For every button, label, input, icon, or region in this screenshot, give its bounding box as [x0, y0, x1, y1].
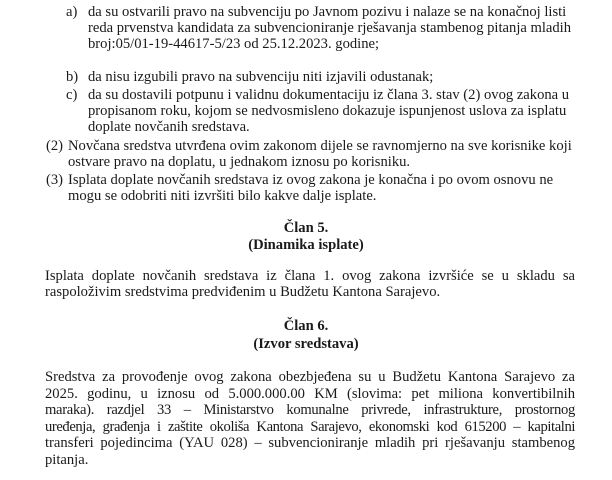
text-line: raspoloživim sredstvima predviđenim u Budžetu Kantona Sarajevo. [45, 284, 441, 300]
text-line: Sredstva za provođenje ovog zakona obezbjeđena su u Budžetu Kantona Sarajevo za [45, 369, 575, 385]
text-line: mogu se odobriti niti izvršiti bilo kakve dalje isplate. [68, 188, 377, 204]
article-6-paragraph [45, 369, 575, 468]
text-line: doplate novčanih sredstava. [88, 119, 250, 135]
text-line: 2025. godinu, u iznosu od 5.000.000.00 KM (slovima: pet miliona konvertibilnih [45, 385, 575, 402]
list-item-text [88, 87, 578, 135]
text-line: uređenja, građenja i zaštite okoliša Kantona Sarajevo, ekonomski kod 615200 – kapitalni [45, 418, 575, 435]
text-line: pitanja. [45, 451, 89, 468]
list-marker: (3) [46, 172, 64, 188]
text-line: reda prvenstva kandidata za subvencioniranje rješavanja stambenog pitanja mladih [88, 20, 572, 36]
list-marker: a) [66, 4, 78, 20]
text-line: da nisu izgubili pravo na subvenciju niti izjavili odustanak; [88, 69, 434, 85]
numbered-item-text [68, 172, 578, 204]
text-line: Novčana sredstva utvrđena ovim zakonom dijele se ravnomjerno na sve korisnike koji [68, 138, 572, 154]
text-line: da su dostavili potpunu i validnu dokumentaciju iz člana 3. stav (2) ovog zakona u [88, 87, 570, 103]
list-marker: c) [66, 87, 78, 103]
list-item-text [88, 4, 578, 52]
article-6-subtitle: (Izvor sredstava) [253, 336, 359, 352]
numbered-item-text [68, 138, 578, 170]
article-6-title: Član 6. [283, 318, 329, 334]
text-line: broj:05/01-19-44617-5/23 od 25.12.2023. godine; [88, 36, 380, 52]
article-5-paragraph [45, 268, 575, 300]
text-line: Isplata doplate novčanih sredstava iz ovog zakona je konačna i po ovom osnovu ne [68, 172, 554, 188]
text-line: maraka). razdjel 33 – Ministarstvo komunalne privrede, infrastrukture, prostornog [45, 402, 575, 418]
text-line: da su ostvarili pravo na subvenciju po Javnom pozivu i nalaze se na konačnoj listi [88, 4, 567, 20]
list-marker: (2) [46, 138, 64, 154]
text-line: Isplata doplate novčanih sredstava iz člana 1. ovog zakona izvršiće se u skladu sa [45, 268, 575, 284]
text-line: ostvare pravo na doplatu, u jednakom iznosu po korisniku. [68, 154, 411, 170]
article-5-subtitle: (Dinamika isplate) [248, 237, 364, 253]
list-item-text [88, 69, 578, 85]
list-marker: b) [66, 69, 79, 85]
text-line: propisanom roku, kojom se nedvosmisleno dokazuje ispunjenost uslova za isplatu [88, 103, 567, 119]
text-line: transferi pojedincima (YAU 028) – subvencioniranje mladih pri rješavanju stambenog [45, 435, 575, 451]
article-5-title: Član 5. [283, 220, 329, 236]
